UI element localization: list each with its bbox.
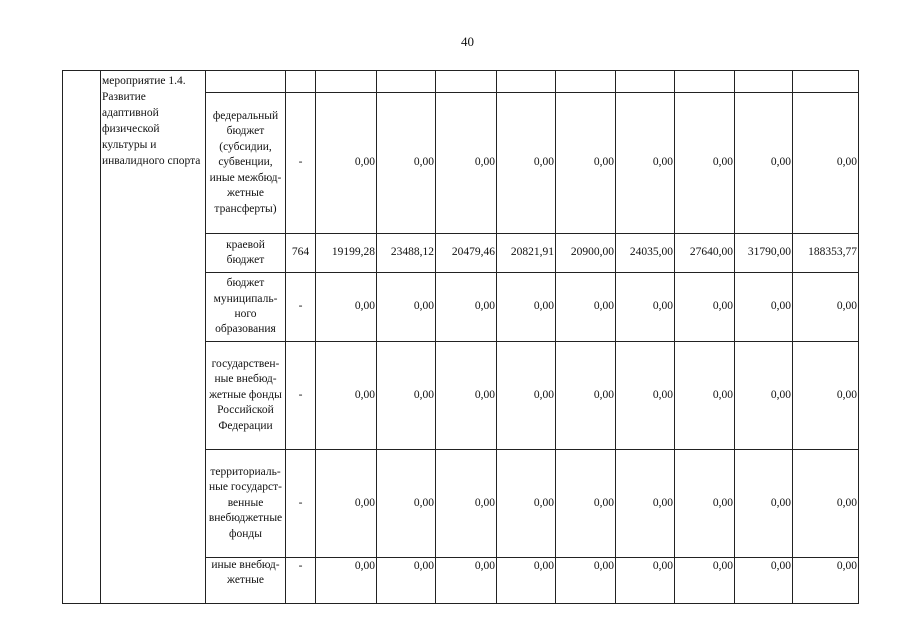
value-cell: 0,00: [497, 93, 556, 234]
table-cell: [556, 71, 616, 93]
value-cell: 0,00: [735, 558, 793, 604]
table-cell: [316, 71, 377, 93]
value-cell: 31790,00: [735, 234, 793, 273]
table-cell: [286, 71, 316, 93]
value-cell: 24035,00: [616, 234, 675, 273]
table-cell: [616, 71, 675, 93]
value-cell: 0,00: [497, 558, 556, 604]
value-cell: 0,00: [377, 93, 436, 234]
funding-source-cell: государствен-ные внебюд-жетные фонды Российской Федерации: [206, 342, 286, 450]
table-cell: [675, 71, 735, 93]
total-cell: 0,00: [793, 93, 859, 234]
funding-source-cell: иные внебюд-жетные: [206, 558, 286, 604]
value-cell: 20479,46: [436, 234, 497, 273]
value-cell: 0,00: [556, 558, 616, 604]
table-cell: [377, 71, 436, 93]
value-cell: 0,00: [436, 450, 497, 558]
value-cell: 0,00: [556, 450, 616, 558]
total-cell: 0,00: [793, 273, 859, 342]
code-cell: -: [286, 558, 316, 604]
code-cell: -: [286, 93, 316, 234]
value-cell: 0,00: [497, 342, 556, 450]
value-cell: 0,00: [436, 558, 497, 604]
table-row: [63, 71, 859, 93]
funding-source-cell: бюджет муниципаль-ного образования: [206, 273, 286, 342]
value-cell: 20900,00: [556, 234, 616, 273]
value-cell: 0,00: [436, 273, 497, 342]
value-cell: 0,00: [616, 558, 675, 604]
value-cell: 0,00: [616, 342, 675, 450]
value-cell: 0,00: [377, 342, 436, 450]
value-cell: 0,00: [616, 93, 675, 234]
total-cell: 0,00: [793, 558, 859, 604]
value-cell: 0,00: [675, 93, 735, 234]
table-cell: [735, 71, 793, 93]
funding-source-cell: федеральный бюджет (субсидии, субвенции, иные межбюд-жетные трансферты): [206, 93, 286, 234]
table-cell: [436, 71, 497, 93]
value-cell: 0,00: [675, 342, 735, 450]
table-cell: [793, 71, 859, 93]
page-number: 40: [461, 34, 474, 49]
code-cell: -: [286, 273, 316, 342]
value-cell: 0,00: [436, 93, 497, 234]
value-cell: 0,00: [616, 273, 675, 342]
funding-source-cell: территориаль-ные государст-венные внебюджетные фонды: [206, 450, 286, 558]
event-name-cell: [101, 71, 206, 604]
value-cell: 0,00: [556, 273, 616, 342]
value-cell: 23488,12: [377, 234, 436, 273]
blank-index-cell: [63, 71, 101, 604]
value-cell: 0,00: [675, 450, 735, 558]
value-cell: 19199,28: [316, 234, 377, 273]
value-cell: 0,00: [497, 450, 556, 558]
table-cell: [206, 71, 286, 93]
value-cell: 0,00: [735, 342, 793, 450]
value-cell: 0,00: [377, 273, 436, 342]
value-cell: 0,00: [675, 273, 735, 342]
value-cell: 27640,00: [675, 234, 735, 273]
value-cell: 0,00: [675, 558, 735, 604]
code-cell: -: [286, 450, 316, 558]
code-cell: 764: [286, 234, 316, 273]
total-cell: 0,00: [793, 342, 859, 450]
total-cell: 188353,77: [793, 234, 859, 273]
event-name-text: мероприятие 1.4. Развитие адаптивной физической культуры и инвалидного спорта: [102, 75, 201, 167]
funding-source-cell: краевой бюджет: [206, 234, 286, 273]
value-cell: 0,00: [556, 93, 616, 234]
value-cell: 20821,91: [497, 234, 556, 273]
value-cell: 0,00: [436, 342, 497, 450]
value-cell: 0,00: [377, 558, 436, 604]
value-cell: 0,00: [616, 450, 675, 558]
value-cell: 0,00: [377, 450, 436, 558]
value-cell: 0,00: [735, 273, 793, 342]
table-cell: [497, 71, 556, 93]
value-cell: 0,00: [316, 558, 377, 604]
value-cell: 0,00: [316, 93, 377, 234]
value-cell: 0,00: [316, 273, 377, 342]
value-cell: 0,00: [316, 342, 377, 450]
value-cell: 0,00: [316, 450, 377, 558]
code-cell: -: [286, 342, 316, 450]
value-cell: 0,00: [556, 342, 616, 450]
value-cell: 0,00: [497, 273, 556, 342]
value-cell: 0,00: [735, 93, 793, 234]
budget-table: [62, 70, 859, 604]
total-cell: 0,00: [793, 450, 859, 558]
value-cell: 0,00: [735, 450, 793, 558]
